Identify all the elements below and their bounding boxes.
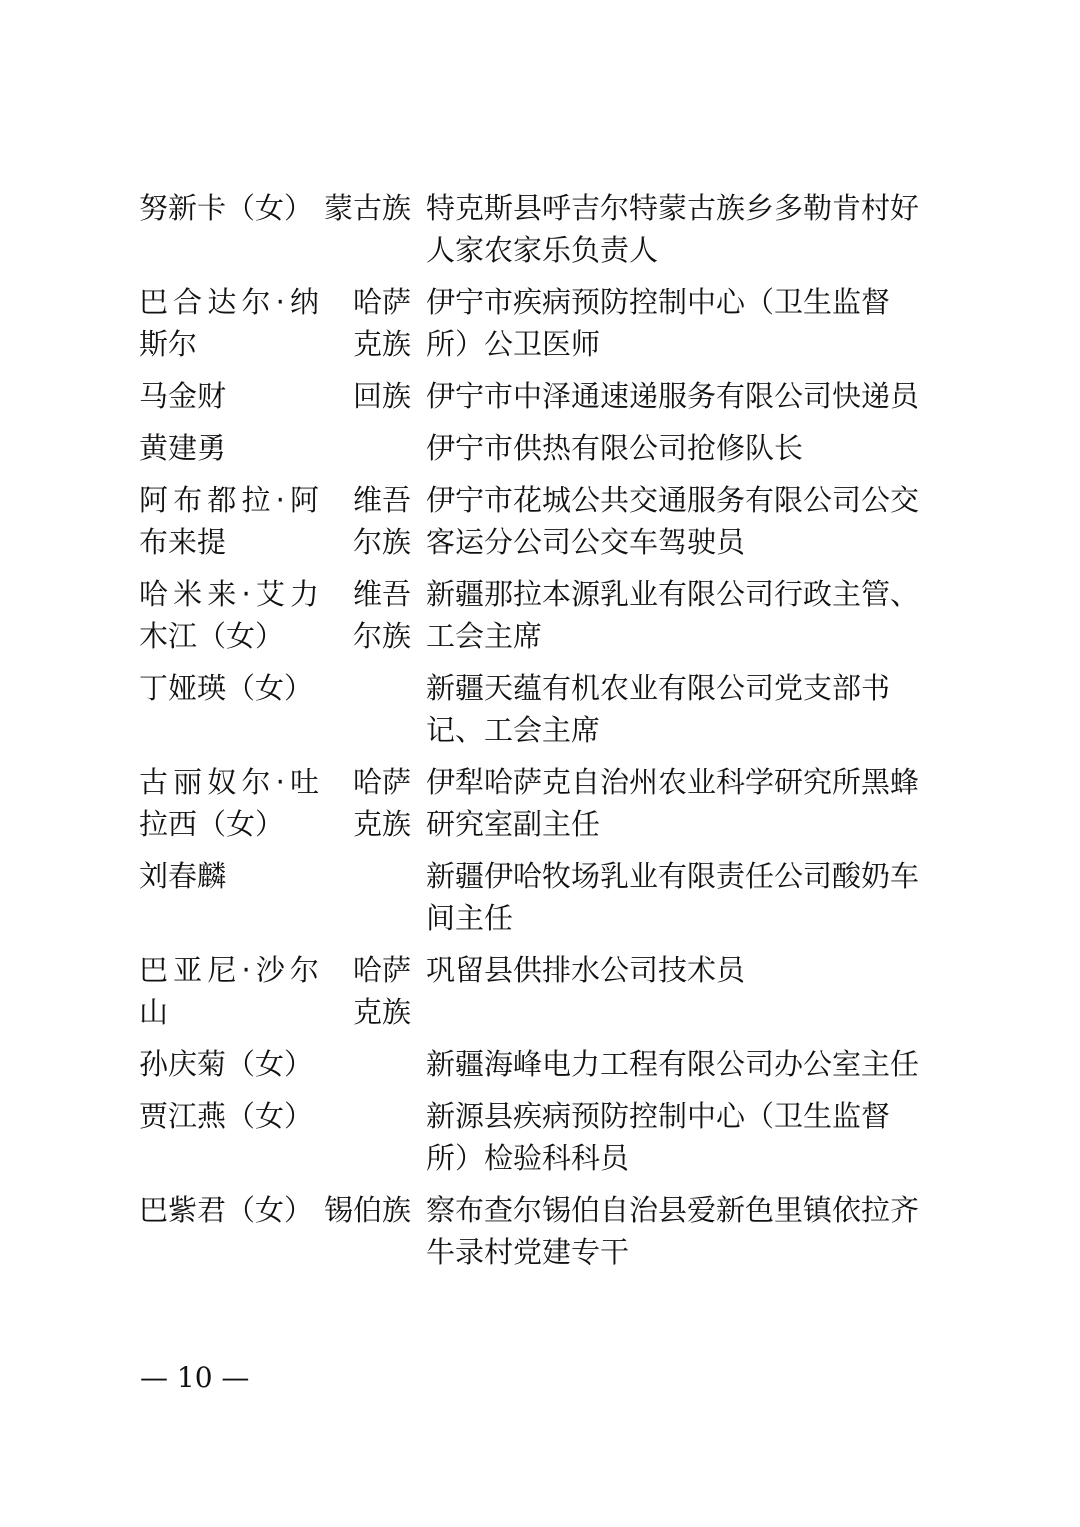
list-item [0,187,1080,271]
person-name: 古丽奴尔·吐拉西（女） [139,765,319,841]
person-workplace: 新疆海峰电力工程有限公司办公室主任 [426,1047,920,1081]
person-name: 巴紫君（女） [139,1193,314,1227]
list-item [0,375,1080,417]
person-workplace: 伊宁市花城公共交通服务有限公司公交客运分公司公交车驾驶员 [426,483,920,559]
person-name: 马金财 [139,379,227,413]
person-workplace: 新疆那拉本源乳业有限公司行政主管、工会主席 [426,577,920,653]
person-name: 哈米来·艾力木江（女） [139,577,319,653]
person-name: 孙庆菊（女） [139,1047,314,1081]
list-item [0,761,1080,845]
person-workplace: 伊宁市供热有限公司抢修队长 [426,431,804,465]
person-name: 黄建勇 [139,431,227,465]
person-name: 贾江燕（女） [139,1099,314,1133]
person-name: 努新卡（女） [139,191,314,225]
list-item [0,949,1080,1033]
person-name: 阿布都拉·阿布来提 [139,483,319,559]
person-workplace: 察布查尔锡伯自治县爱新色里镇依拉齐牛录村党建专干 [426,1193,920,1269]
list-item [0,667,1080,751]
person-ethnicity: 维吾尔族 [353,483,412,559]
person-ethnicity: 锡伯族 [323,1193,411,1227]
person-name: 巴亚尼·沙尔山 [139,953,319,1029]
person-ethnicity: 蒙古族 [323,191,411,225]
list-item [0,573,1080,657]
person-name: 丁娅瑛（女） [139,671,314,705]
person-workplace: 巩留县供排水公司技术员 [426,953,746,987]
person-ethnicity: 回族 [353,379,412,413]
list-item [0,479,1080,563]
person-ethnicity: 哈萨克族 [353,285,412,361]
person-workplace: 新疆天蕴有机农业有限公司党支部书记、工会主席 [426,671,891,747]
list-item [0,1189,1080,1273]
person-workplace: 新疆伊哈牧场乳业有限责任公司酸奶车间主任 [426,859,920,935]
person-workplace: 伊宁市疾病预防控制中心（卫生监督所）公卫医师 [426,285,891,361]
person-name: 巴合达尔·纳斯尔 [139,285,319,361]
person-workplace: 伊宁市中泽通速递服务有限公司快递员 [426,379,920,413]
person-ethnicity: 维吾尔族 [353,577,412,653]
list-item [0,1043,1080,1085]
page-number: — 10 — [140,1361,250,1394]
list-item [0,855,1080,939]
person-ethnicity: 哈萨克族 [353,953,412,1029]
person-workplace: 特克斯县呼吉尔特蒙古族乡多勒肯村好人家农家乐负责人 [426,191,920,267]
person-name: 刘春麟 [139,859,227,893]
list-item [0,281,1080,365]
honoree-list [0,187,1080,1283]
person-workplace: 伊犁哈萨克自治州农业科学研究所黑蜂研究室副主任 [426,765,920,841]
person-workplace: 新源县疾病预防控制中心（卫生监督所）检验科科员 [426,1099,891,1175]
person-ethnicity: 哈萨克族 [353,765,412,841]
list-item [0,1095,1080,1179]
list-item [0,427,1080,469]
